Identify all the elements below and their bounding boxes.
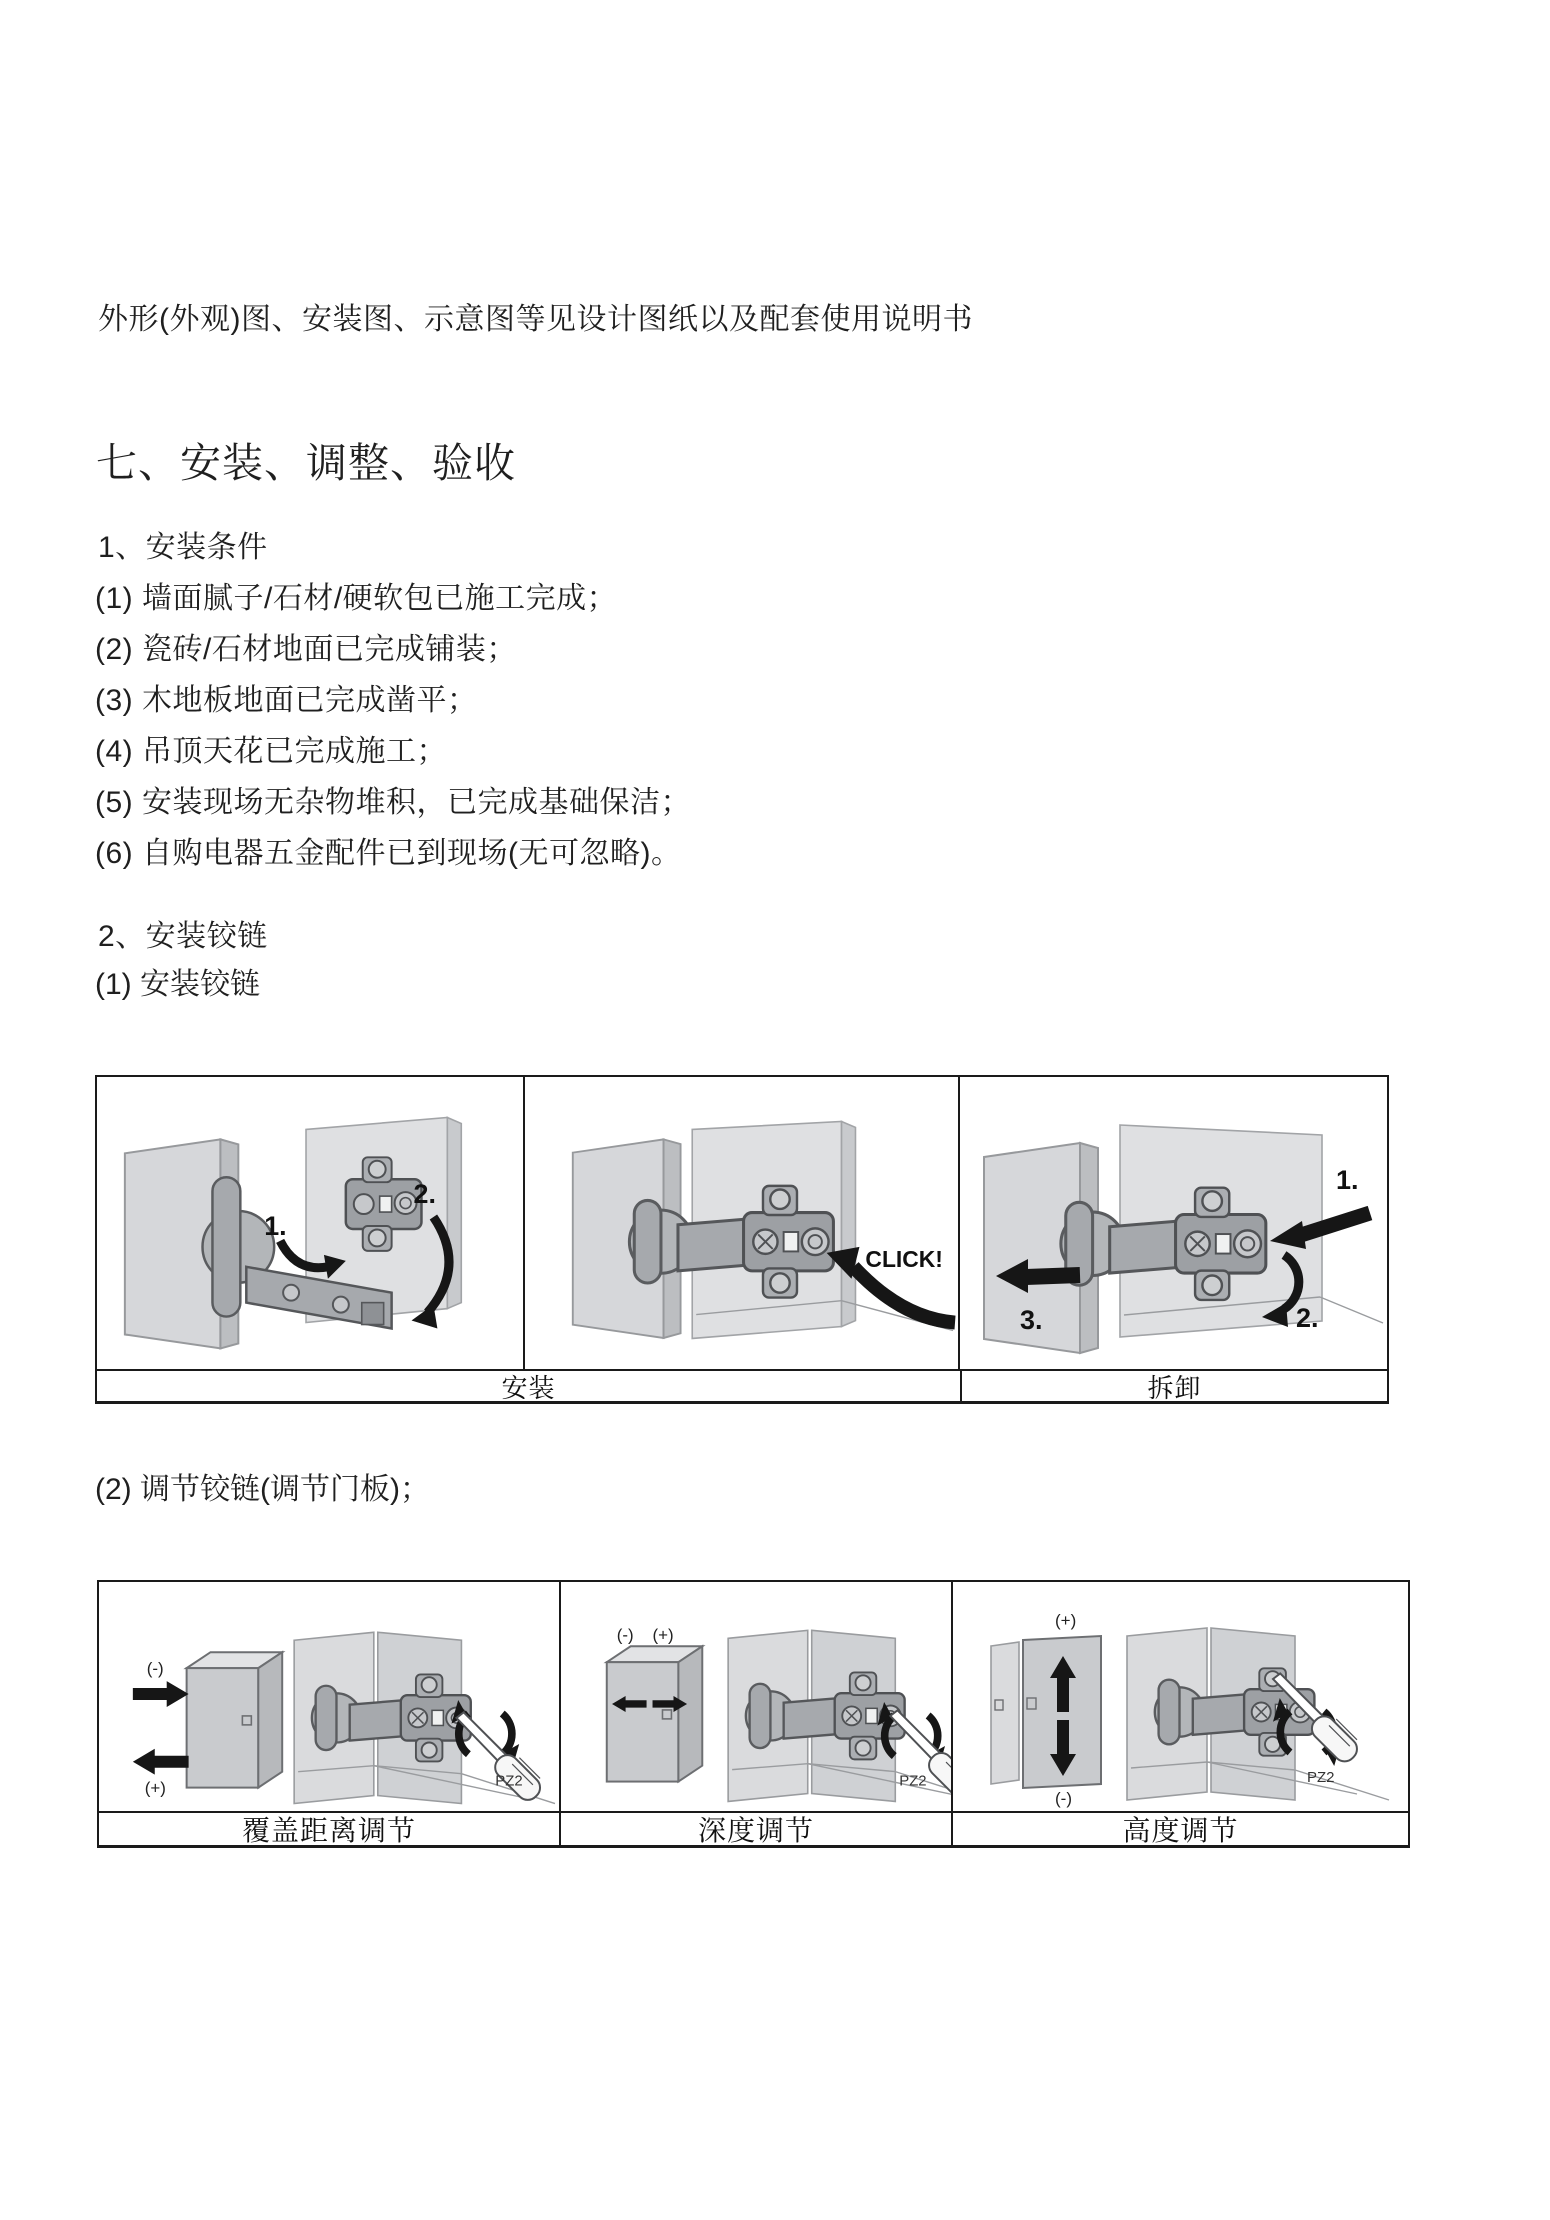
step1-label: 1.: [264, 1210, 287, 1241]
figure-install-panel-1: [97, 1077, 525, 1369]
caption-depth-adjust: 深度调节: [561, 1813, 953, 1845]
figure-adjust-image-row: [99, 1582, 1408, 1811]
arrow-right-icon: [133, 1681, 189, 1707]
figure-install-table: [95, 1075, 1389, 1404]
condition-item: (4) 吊顶天花已完成施工；: [95, 735, 447, 768]
remove-step2-label: 2.: [1296, 1303, 1319, 1333]
install-hinge-title: 2、安装铰链: [98, 920, 268, 953]
figure-adjust-panel-1: [99, 1582, 561, 1811]
door-panel-icon: [991, 1636, 1101, 1788]
caption-install: 安装: [97, 1371, 962, 1401]
install-hinge-step1-label: (1) 安装铰链: [95, 968, 260, 1001]
caption-remove: 拆卸: [1147, 1372, 1202, 1403]
door-box-icon: [187, 1652, 283, 1787]
click-label: CLICK!: [865, 1245, 943, 1272]
plus-label: (+): [1055, 1611, 1077, 1630]
condition-item: (1) 墙面腻子/石材/硬软包已施工完成；: [95, 582, 618, 615]
tool-label: PZ2: [1307, 1769, 1335, 1786]
figure-install-panel-3: [960, 1077, 1387, 1369]
tool-label: PZ2: [899, 1772, 927, 1790]
figure-adjust-panel-2: [561, 1582, 953, 1811]
figure-install-image-row: [97, 1077, 1387, 1369]
figure-adjust-caption-row: [99, 1811, 1408, 1845]
condition-item: (2) 瓷砖/石材地面已完成铺装；: [95, 633, 517, 666]
remove-step1-label: 1.: [1336, 1165, 1359, 1195]
condition-item: (3) 木地板地面已完成凿平；: [95, 684, 478, 717]
caption-height-adjust: 高度调节: [1122, 1815, 1239, 1846]
condition-item: (5) 安装现场无杂物堆积，已完成基础保洁；: [95, 786, 691, 819]
plus-label: (+): [144, 1778, 166, 1798]
figure-adjust-table: [97, 1580, 1410, 1848]
figure-install-caption-row: [97, 1369, 1387, 1401]
figure-install-panel-2: [525, 1077, 960, 1369]
remove-step3-label: 3.: [1020, 1305, 1043, 1335]
door-panel-icon: [125, 1139, 274, 1348]
caption-overlay-adjust: 覆盖距离调节: [99, 1813, 561, 1845]
minus-label: (-): [146, 1659, 164, 1679]
step2-label: 2.: [413, 1179, 436, 1210]
condition-item: (6) 自购电器五金配件已到现场(无可忽略)。: [95, 837, 682, 870]
door-box-icon: [607, 1646, 703, 1781]
minus-label: (-): [616, 1625, 634, 1645]
install-hinge-step2-label: (2) 调节铰链(调节门板)；: [95, 1473, 430, 1506]
plus-label: (+): [652, 1625, 674, 1645]
screwdriver-icon: [456, 1712, 544, 1804]
install-conditions-title: 1、安装条件: [98, 531, 268, 564]
tool-label: PZ2: [495, 1772, 523, 1790]
figure-adjust-panel-3: [953, 1582, 1408, 1811]
intro-line: 外形(外观)图、安装图、示意图等见设计图纸以及配套使用说明书: [98, 303, 973, 336]
section-heading: 七、安装、调整、验收: [96, 440, 516, 486]
arrow-left-icon: [133, 1749, 189, 1775]
minus-label: (-): [1055, 1789, 1072, 1808]
